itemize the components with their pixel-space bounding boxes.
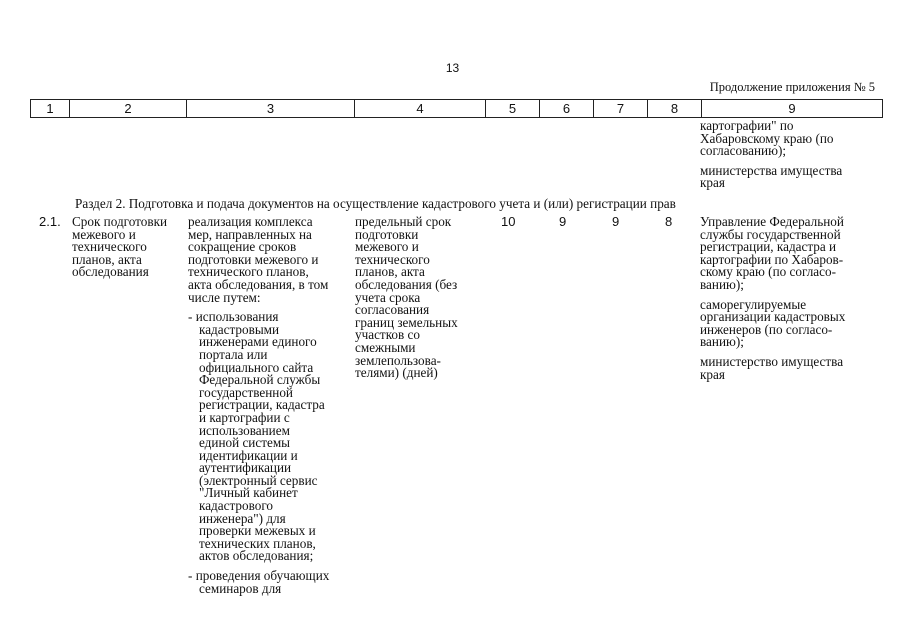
header-cell-4: 4 bbox=[355, 100, 486, 118]
text-line: планов, акта bbox=[72, 251, 142, 267]
text-line: сокращение сроков bbox=[188, 239, 297, 255]
text-line: организации кадастровых bbox=[700, 309, 846, 325]
row-col2-description bbox=[72, 216, 182, 279]
text-line: - проведения обучающих bbox=[188, 568, 330, 584]
text-line: технического bbox=[355, 251, 430, 267]
row-col3-measures bbox=[188, 216, 353, 602]
text-line: Хабаровскому краю (по bbox=[700, 130, 834, 146]
text-line: картографии по Хабаров- bbox=[700, 251, 844, 267]
text-line: землепользова- bbox=[355, 352, 441, 368]
text-line: аутентификации bbox=[199, 460, 292, 476]
text-line: числе путем: bbox=[188, 289, 261, 305]
text-line: технического bbox=[72, 239, 147, 255]
text-line: государственной bbox=[199, 384, 293, 400]
text-line: акта обследования, в том bbox=[188, 276, 329, 292]
text-line: скому краю (по согласо- bbox=[700, 264, 836, 280]
row-col9-responsible bbox=[700, 216, 875, 388]
text-line: Управление Федеральной bbox=[700, 214, 844, 229]
row-value-col7: 9 bbox=[612, 214, 620, 229]
text-line: края bbox=[700, 175, 725, 191]
text-line: министерства имущества bbox=[700, 162, 843, 178]
text-line: технического планов, bbox=[188, 264, 309, 280]
continuation-note: Продолжение приложения № 5 bbox=[709, 80, 875, 94]
text-line: ванию); bbox=[700, 276, 744, 292]
row-col4-indicator bbox=[355, 216, 485, 380]
header-cell-9: 9 bbox=[702, 100, 883, 118]
text-line: единой системы bbox=[199, 435, 291, 451]
text-line: мер, направленных на bbox=[188, 226, 312, 242]
header-cell-5: 5 bbox=[486, 100, 540, 118]
text-line: обследования (без bbox=[355, 276, 458, 292]
text-line: межевого и bbox=[72, 226, 136, 242]
text-line: и картографии с bbox=[199, 409, 290, 425]
text-line: обследования bbox=[72, 264, 149, 280]
text-line: планов, акта bbox=[355, 264, 425, 280]
text-line: кадастрового bbox=[199, 498, 273, 514]
text-line: инженеров (по согласо- bbox=[700, 321, 833, 337]
text-line: саморегулируемые bbox=[700, 296, 807, 312]
text-line: предельный срок bbox=[355, 214, 452, 229]
section-title: Раздел 2. Подготовка и подача документов на осуществление кадастрового учета и (или) регистрации прав bbox=[75, 196, 676, 211]
text-line: министерство имущества bbox=[700, 353, 844, 369]
text-line: семинаров для bbox=[199, 580, 282, 596]
header-cell-2: 2 bbox=[70, 100, 187, 118]
text-line: телями) (дней) bbox=[355, 365, 438, 381]
text-line: регистрации, кадастра bbox=[199, 397, 325, 413]
page-number: 13 bbox=[445, 61, 460, 75]
text-line: портала или bbox=[199, 346, 268, 362]
text-line: подготовки bbox=[355, 226, 419, 242]
column-number-header bbox=[30, 99, 883, 118]
text-line: согласования bbox=[355, 302, 430, 318]
text-line: Федеральной службы bbox=[199, 372, 321, 388]
text-line: картографии" по bbox=[700, 118, 794, 133]
text-line: Срок подготовки bbox=[72, 214, 168, 229]
text-line: - использования bbox=[188, 309, 279, 325]
text-line: актов обследования; bbox=[199, 548, 314, 564]
header-cell-1: 1 bbox=[31, 100, 70, 118]
row-value-col8: 8 bbox=[665, 214, 673, 229]
text-line: границ земельных bbox=[355, 314, 458, 330]
text-line: участков со bbox=[355, 327, 420, 343]
text-line: регистрации, кадастра и bbox=[700, 239, 837, 255]
text-line: использованием bbox=[199, 422, 290, 438]
text-line: (электронный сервис bbox=[199, 472, 318, 488]
text-line: службы государственной bbox=[700, 226, 841, 242]
text-line: официального сайта bbox=[199, 359, 314, 375]
text-line: "Личный кабинет bbox=[199, 485, 298, 501]
row-value-col6: 9 bbox=[559, 214, 567, 229]
header-cell-3: 3 bbox=[187, 100, 355, 118]
row-number: 2.1. bbox=[39, 214, 61, 229]
text-line: проверки межевых и bbox=[199, 523, 316, 539]
text-line: инженерами единого bbox=[199, 334, 317, 350]
text-line: технических планов, bbox=[199, 535, 316, 551]
text-line: идентификации и bbox=[199, 447, 298, 463]
text-line: подготовки межевого и bbox=[188, 251, 319, 267]
text-line: согласованию); bbox=[700, 143, 786, 159]
text-line: межевого и bbox=[355, 239, 419, 255]
row-value-col5: 10 bbox=[501, 214, 516, 229]
prev-row-col9 bbox=[700, 120, 875, 197]
header-cell-7: 7 bbox=[594, 100, 648, 118]
header-cell-6: 6 bbox=[540, 100, 594, 118]
text-line: края bbox=[700, 366, 725, 382]
text-line: учета срока bbox=[355, 289, 421, 305]
text-line: кадастровыми bbox=[199, 321, 280, 337]
text-line: ванию); bbox=[700, 334, 744, 350]
text-line: реализация комплекса bbox=[188, 214, 313, 229]
text-line: смежными bbox=[355, 339, 416, 355]
text-line: инженера") для bbox=[199, 510, 286, 526]
header-cell-8: 8 bbox=[648, 100, 702, 118]
